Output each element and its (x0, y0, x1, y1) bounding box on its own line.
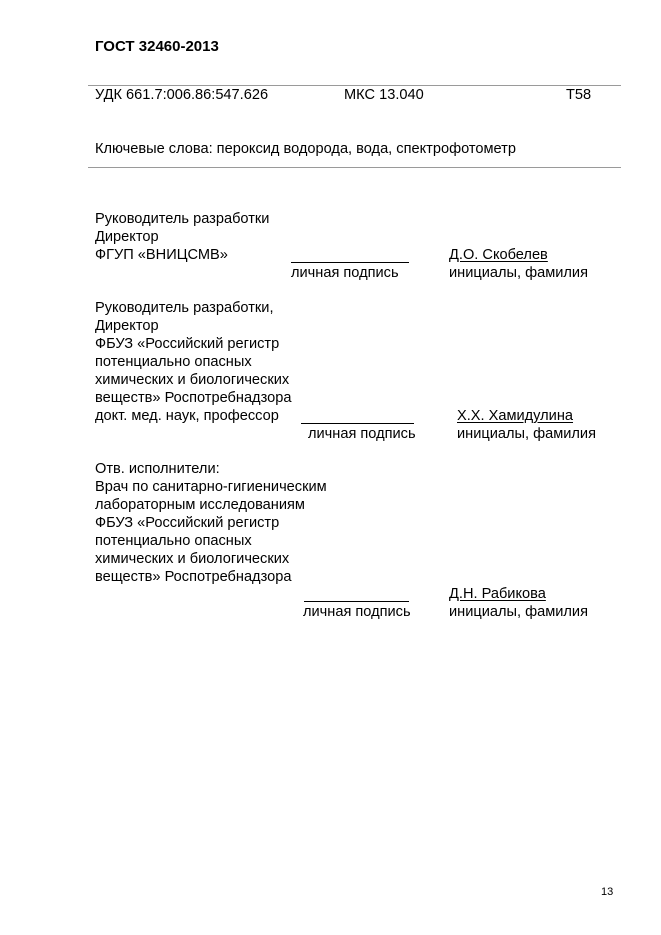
mks-code: МКС 13.040 (344, 87, 424, 103)
signatory-2-name: Х.Х. Хамидулина (457, 408, 574, 424)
signatory-3-name: Д.Н. Рабикова (449, 586, 546, 602)
position-line: потенциально опасных (95, 533, 252, 549)
position-line: ФБУЗ «Российский регистр (95, 336, 280, 352)
position-line: веществ» Роспотребнадзора (95, 569, 292, 585)
page-number: 13 (601, 886, 614, 898)
signature-line (291, 262, 409, 263)
position-line: Руководитель разработки (95, 211, 270, 227)
name-caption: инициалы, фамилия (457, 426, 596, 442)
position-line: лабораторным исследованиям (95, 497, 305, 513)
keywords: Ключевые слова: пероксид водорода, вода, спектрофотометр (95, 141, 516, 157)
signatory-2-position (95, 299, 291, 425)
position-line: Отв. исполнители: (95, 461, 220, 477)
position-line: Руководитель разработки, (95, 300, 274, 316)
classification-code: Т58 (566, 87, 592, 103)
name-caption: инициалы, фамилия (449, 604, 588, 620)
position-line: Директор (95, 318, 159, 334)
position-line: веществ» Роспотребнадзора (95, 390, 292, 406)
signatory-1-position (95, 210, 269, 264)
position-line: химических и биологических (95, 372, 290, 388)
signature-caption: личная подпись (308, 426, 416, 442)
position-line: ФБУЗ «Российский регистр (95, 515, 280, 531)
name-caption: инициалы, фамилия (449, 265, 588, 281)
signature-caption: личная подпись (291, 265, 399, 281)
signatory-3-position (95, 460, 327, 586)
position-line: химических и биологических (95, 551, 290, 567)
position-line: Директор (95, 229, 159, 245)
udk-code: УДК 661.7:006.86:547.626 (95, 87, 269, 103)
signature-caption: личная подпись (303, 604, 411, 620)
position-line: докт. мед. наук, профессор (95, 408, 279, 424)
position-line: потенциально опасных (95, 354, 252, 370)
position-line: Врач по санитарно-гигиеническим (95, 479, 327, 495)
standard-designation: ГОСТ 32460-2013 (95, 38, 219, 55)
signature-line (301, 423, 414, 424)
position-line: ФГУП «ВНИЦСМВ» (95, 247, 228, 263)
signature-line (304, 601, 409, 602)
bottom-divider (88, 167, 621, 168)
signatory-1-name: Д.О. Скобелев (449, 247, 548, 263)
